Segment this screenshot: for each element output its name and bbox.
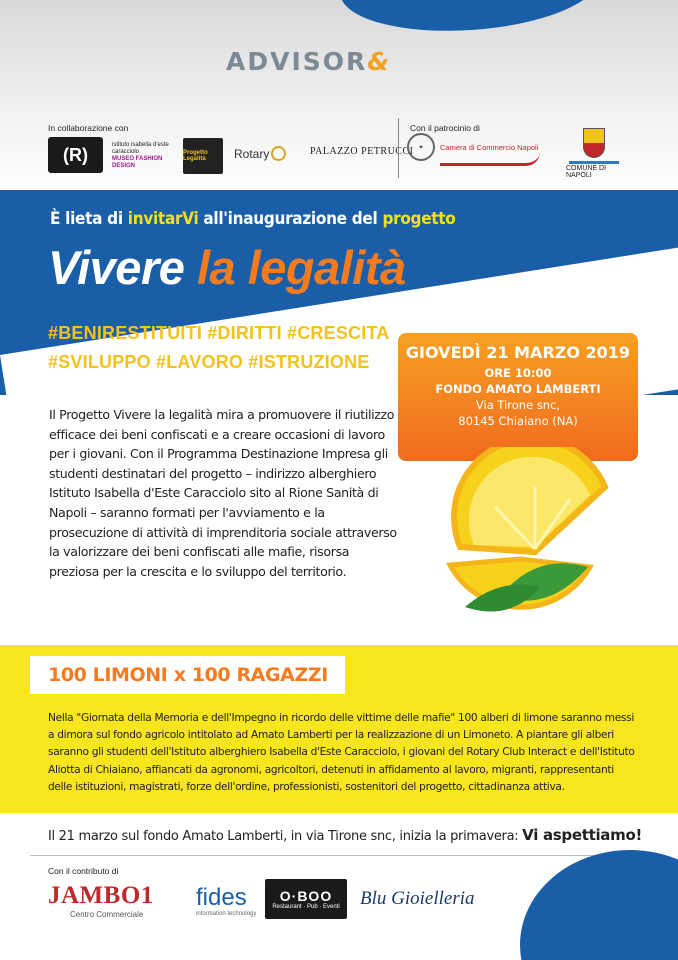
rotary-wheel-icon	[271, 146, 286, 161]
collab-label: In collaborazione con	[48, 123, 129, 133]
decor-blob-bottom	[520, 850, 678, 960]
swoosh-icon	[440, 152, 540, 166]
sponsors-label: Con il contributo di	[48, 866, 119, 876]
camera-commercio-logo: Camera di Commercio Napoli	[440, 139, 550, 169]
event-time: ORE 10:00	[484, 366, 552, 380]
comune-napoli-logo: COMUNE DI NAPOLI	[566, 124, 622, 182]
advisor-logo: ADVISOR&	[226, 47, 392, 76]
invite-line: Il 21 marzo sul fondo Amato Lamberti, in via Tirone snc, inizia la primavera: Vi aspettiamo!	[48, 826, 643, 844]
seal-icon: ✦	[407, 133, 435, 161]
event-street: Via Tirone snc,	[475, 398, 561, 412]
page-title: Vivere la legalità	[48, 241, 406, 294]
palazzo-logo: PALAZZO PETRUCCI	[310, 146, 414, 157]
hashtags-line1: #BENIRESTITUITI #DIRITTI #CRESCITA	[48, 323, 390, 343]
lemon-icon	[440, 447, 620, 617]
r-logo: (R)	[48, 137, 103, 173]
divider	[30, 855, 600, 856]
hashtags-line2: #SVILUPPO #LAVORO #ISTRUZIONE	[48, 352, 370, 372]
wave-icon	[569, 161, 619, 164]
jambo-subtitle: Centro Commerciale	[70, 910, 144, 919]
event-place: FONDO AMATO LAMBERTI	[435, 382, 601, 396]
event-box	[398, 333, 638, 461]
oboo-logo: O·BOO Restaurant · Pub · Eventi	[265, 879, 347, 919]
isabella-logo: istituto isabella d'este caracciolo MUSEO FASHION DESIGN	[112, 142, 169, 169]
event-date: GIOVEDÌ 21 MARZO 2019	[405, 343, 631, 362]
fides-subtitle: information technology	[196, 911, 257, 917]
legalita-logo: Progetto Legalità	[183, 138, 223, 174]
event-city: 80145 Chiaiano (NA)	[458, 414, 578, 428]
intro-line: È lieta di invitarVi all'inaugurazione del progetto	[50, 209, 456, 229]
rotary-logo: Rotary	[234, 146, 286, 161]
limoni-text: Nella "Giornata della Memoria e dell'Impegno in ricordo delle vittime delle mafie" 100 alberi di limone saranno messi a dimora sul fondo agricolo intitolato ad Amato Lamberti per la realizzazione di un Limoneto. A piantare gli alberi saranno gli studenti dell'Istituto alberghiero Isabella d'Este Caracciolo, i giovani del Rotary Club Interact e dell'Istituto Aliotta di Chiaiano, affiancati da agronomi, agricoltori, detenuti in affidamento al lavoro, migranti, rappresentanti delle istituzioni, magistrati, forze dell'ordine, professionisti, sostenitori del progetto, cittadinanza attiva.	[48, 712, 635, 793]
jambo-logo: JAMBO1	[48, 882, 154, 909]
blu-gioielleria-logo: Blu Gioielleria	[360, 888, 475, 909]
crest-icon	[583, 128, 605, 158]
patronage-label: Con il patrocinio di	[410, 123, 480, 133]
fides-logo: fides	[196, 884, 247, 911]
limoni-title: 100 LIMONI x 100 RAGAZZI	[48, 664, 328, 686]
description: Il Progetto Vivere la legalità mira a promuovere il riutilizzo efficace dei beni confiscati e a creare occasioni di lavoro per i giovani. Con il Programma Destinazione Impresa gli studenti destinatari del progetto – indirizzo alberghiero Istituto Isabella d'Este Caracciolo sito al Rione Sanità di Napoli – saranno formati per l'avviamento e la prosecuzione di attività di imprenditoria sociale attraverso la valorizzare dei beni confiscati alle mafie, risorsa preziosa per la crescita e lo sviluppo del territorio.	[49, 407, 397, 579]
